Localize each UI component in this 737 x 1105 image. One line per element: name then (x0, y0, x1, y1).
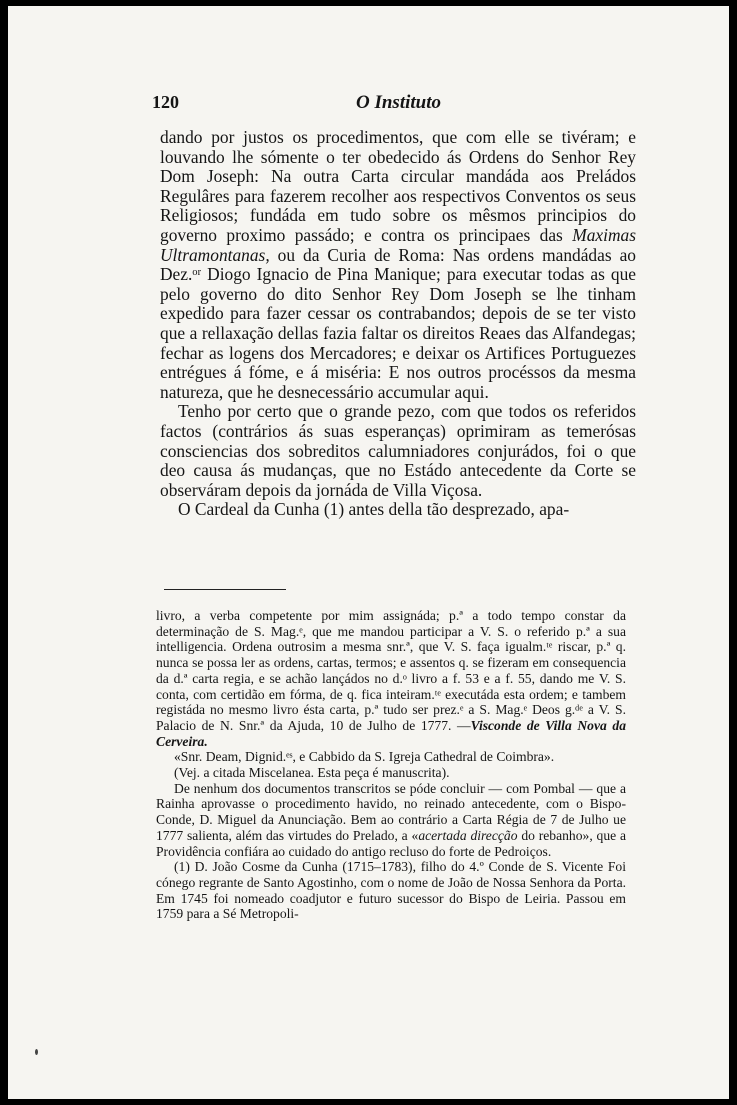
paragraph-1 (160, 128, 636, 402)
paragraph-1-italic: Maximas Ultramontanas, (160, 224, 636, 265)
footnote-source: (Vej. a citada Miscelanea. Esta peça é manuscrita). (174, 765, 450, 781)
paragraph-3: O Cardeal da Cunha (1) antes della tão desprezado, apa- (178, 499, 570, 520)
book-page (8, 6, 729, 1099)
footnote-commentary (156, 781, 626, 860)
paragraph-1-continued: ou da Curia de Roma: Nas ordens mandádas ao Dez.ᵒʳ Diogo Ignacio de Pina Manique; para executar todas as que pelo governo do dito Senhor Rey Dom Joseph se lhe tinham expedido para fazer cessar os contrabandos; depois de se ter visto que a rellaxação dellas fazia faltar os direitos Reaes das Alfandegas; fechar as logens dos Mercadores; e deixar os Artifices Portuguezes entrégues á fóme, e á miséria: E nos outros procéssos da mesma natureza, que he desnecessário accumular aqui. (160, 244, 636, 402)
footnote-letter-signature: Visconde de Villa Nova da Cerveira. (156, 717, 626, 749)
print-speck (35, 1049, 38, 1055)
footnote-1: (1) D. João Cosme da Cunha (1715–1783), filho do 4.º Conde de S. Vicente Foi cónego regrante de Santo Agostinho, com o nome de João de Nossa Senhora da Porta. Em 1745 foi nomeado coadjutor e futuro sucessor do Bispo de Leiria. Passou em 1759 para a Sé Metropoli- (156, 859, 626, 922)
page-number: 120 (152, 92, 179, 112)
paragraph-2: Tenho por certo que o grande pezo, com que todos os referidos factos (contrários ás suas esperanças) oprimiram as temerósas consciencias dos sobreditos calumniadores conjurádos, foi o que deo causa ás mudanças, que no Estádo antecedente da Corte se observáram depois da jornáda de Villa Viçosa. (160, 401, 636, 500)
page-header (152, 92, 644, 122)
footnote-addressee: «Snr. Deam, Dignid.ᵉˢ, e Cabbido da S. Igreja Cathedral de Coimbra». (174, 749, 555, 765)
running-title: O Instituto (356, 92, 442, 113)
footnote-letter (156, 608, 626, 749)
main-text (160, 128, 636, 520)
footnote-commentary-continued: do rebanho», que a Providência confiára ao cuidado do antigo recluso do forte de Pedroiços. (156, 827, 627, 859)
footnote-letter-text: livro, a verba competente por mim assignáda; p.ª a todo tempo constar da determinação de S. Mag.ᵉ, que me mandou participar a V. S. o referido p.ª a sua intelligencia. Ordena outrosim a mesma snr.ª, que V. S. faça igualm.ᵗᵉ riscar, p.ª q. nunca se possa ler as ordens, cartas, termos; e assentos q. se fizeram em consequencia da d.ª carta regia, e se achão lançádos no d.ᵒ livro a f. 53 e a f. 55, dando me V. S. conta, com certidão em fórma, de q. fica inteiram.ᵗᵉ executáda esta ordem; e tambem registáda no mesmo livro ésta carta, p.ª tudo ser prez.ᵉ a S. Mag.ᵉ Deos g.ᵈᵉ a V. S. Palacio de N. Snr.ª da Ajuda, 10 de Julho de 1777. — (156, 608, 626, 733)
footnote-divider (164, 589, 286, 590)
footnotes (156, 608, 626, 922)
paragraph-1-text: dando por justos os procedimentos, que com elle se tivéram; e louvando lhe sómente o ter obedecido ás Ordens do Senhor Rey Dom Joseph: Na outra Carta circular mandáda aos Preládos Regulâres para fazerem recolher aos respectivos Conventos os seus Religiosos; fundáda em tudo sobre os mêsmos principios do governo proximo passádo; e contra os principaes das (160, 127, 636, 245)
footnote-commentary-text: De nenhum dos documentos transcritos se póde concluir — com Pombal — que a Rainha aprovasse o procedimento havido, no reinado antecedente, com o Bispo-Conde, D. Miguel da Anunciação. Bem ao contrário a Carta Régia de 7 de Julho ue 1777 salienta, além das virtudes do Prelado, a « (156, 780, 626, 843)
footnote-commentary-italic: acertada direcção (418, 827, 518, 843)
